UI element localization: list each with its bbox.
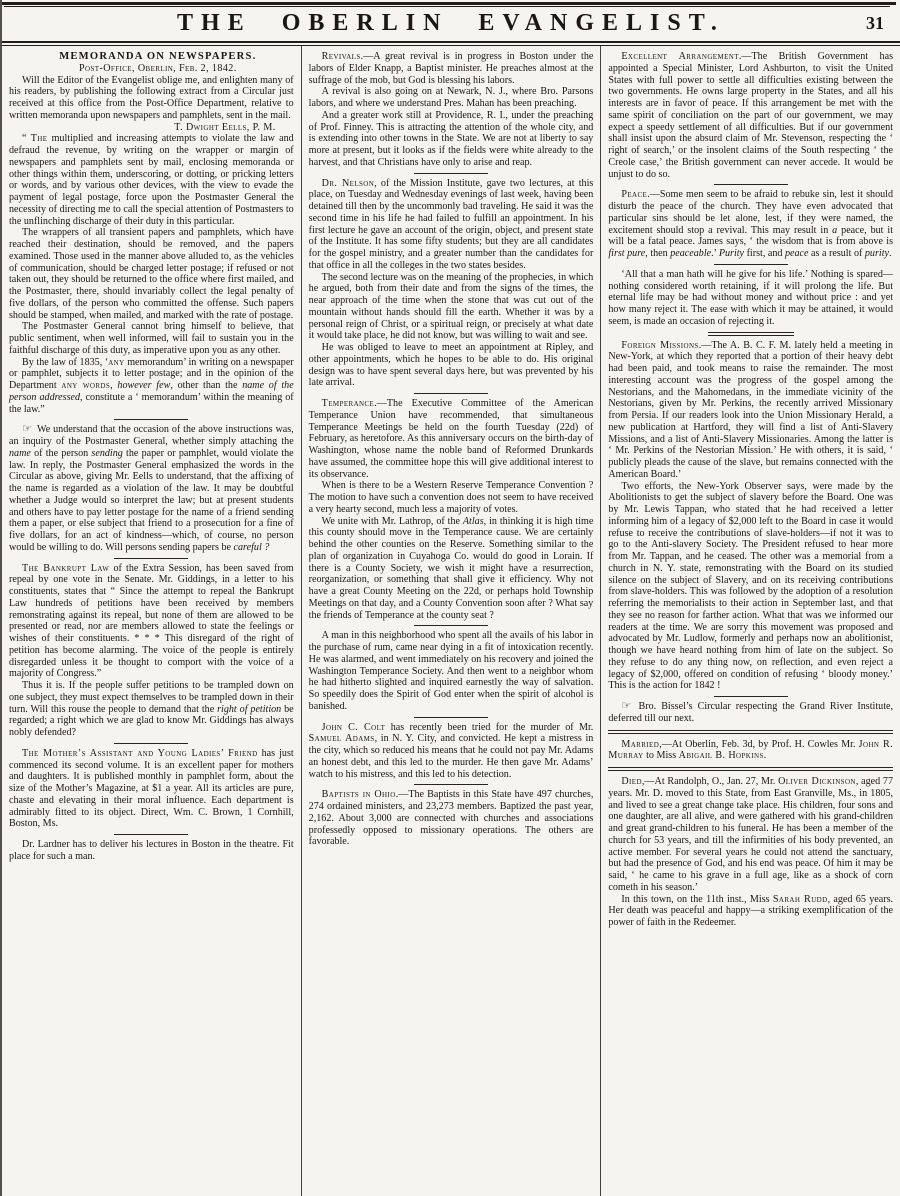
small-caps-text: Temperance: [321, 398, 375, 409]
italic-text: name: [9, 447, 31, 459]
italic-text: Purity: [718, 248, 745, 259]
column-3: [600, 46, 900, 1196]
masthead: [2, 7, 900, 39]
small-caps-text: Married: [621, 738, 660, 750]
small-caps-text: John R. Murray: [608, 738, 893, 762]
article-heading: MEMORANDA ON NEWSPAPERS.: [59, 51, 257, 62]
article-separator-rule: [414, 625, 488, 626]
section-divider-double-rule: [608, 730, 893, 734]
article-paragraph: A man in this neighborhood who spent all the avails of his labor in the purchase of rum, came near dying in a fit of intoxication recently. He was alarmed, and went immediately on his recovery and joined the Washington Temperance Society. And then went to a neighbor whom he had hitherto slighted and inquired earnestly the way of salvation. So speedily does the Spirit of God enter when the spirit of alcohol is banished.: [308, 630, 594, 712]
article-paragraph: Baptists in Ohio.—The Baptists in this State have 497 churches, 274 ordained ministers, and 23,273 members. Baptized the past year, 2,162. About 3,000 are connected with churches and associations professedly opposed to missionary operations. The others are favorable.: [308, 789, 594, 848]
article-paragraph: By the law of 1835, ‘any memorandum’ in writing on a newspaper or pamphlet, subjects it to letter postage; and in the opinion of the Department any words, however few, other than the name of the person addressed, constitute a ‘ memorandum’ within the meaning of the law.”: [9, 356, 294, 415]
article-separator-rule: [714, 264, 788, 265]
article-paragraph: Thus it is. If the people suffer petitions to be trampled down on one subject, they must expect themselves to be trampled down in their turn. Will this rouse the people to demand that the right of petition be regarded; a right which we are glad to know Mr. Giddings has always nobly defended?: [9, 680, 294, 738]
pointing-hand-icon: ☞: [621, 700, 637, 712]
small-caps-text: Post-Office, Oberlin, Feb. 2, 1842.: [79, 62, 237, 74]
article-paragraph: Two efforts, the New-York Observer says, were made by the Abolitionists to get the subject of slavery before the Board. One was by Mr. Lewis Tappan, who stated that he had received a letter informing him of a legacy of $2,000 left to the Board in case it would refuse to receive the contributions of slave-holders—if not it was to go to the Anti-slavery Society. The President refused to hear more from Mr. Tappan, and he ceased. The other was a memorial from a church in N. Y. state, remonstrating with the Board on its studied silence on the subject of Slavery, and on its receiving contributions from slave-holders. This was followed by the adoption of a resolution referring the memorialists to their action in September last, and that they see no reason for farther action. What that was we informed our readers at the time. We are sorry this movement was proposed and advocated by Mr. Ludlow, formerly and perhaps now an abolitionist, though we have heard nothing from him of late on the subject. So they refuse to do any thing now, on reflection, and even reject a legacy of $2,000, offered on condition of refusing ‘ bloody money.’ This is the action for 1842 !: [608, 480, 894, 692]
article-paragraph: He was obliged to leave to meet an appointment at Ripley, and other appointments, which he hopes to be able to do. His original design was to have spent several days here, but was prevented by his late arrival.: [308, 342, 594, 389]
column-2: [301, 46, 601, 1196]
small-caps-text: Died: [621, 776, 642, 787]
italic-text: peaceable: [670, 248, 712, 259]
small-caps-text: T. Dwight Eells, P. M.: [174, 121, 276, 133]
article-paragraph: Excellent Arrangement.—The British Government has appointed a Special Minister, Lord Ashburton, to visit the United States with full power to settle all difficulties existing between the two governments. He owns large property in the States, and all his interests are in favor of peace. If this arrangement be met with the same spirit of conciliation on the part of our government, we may expect a speedy settlement of all difficulties. But if our government shall insist upon the absurd claim of Mr. Stevenson, respecting the ‘ right of search,’ or the insolent claims of the South respecting ‘ the Creole case,’ the British government can never accede. It would be unjust to do so.: [608, 51, 894, 180]
small-caps-text: Oliver Dickinson: [778, 776, 856, 787]
italic-text: a: [832, 224, 838, 236]
small-caps-text: Excellent Arrangement: [621, 51, 739, 62]
small-caps-text: The: [30, 133, 48, 145]
article-paragraph: In this town, on the 11th inst., Miss Sarah Rudd, aged 65 years. Her death was peaceful and happy—a striking exemplification of the power of faith in the Redeemer.: [608, 893, 894, 928]
article-separator-rule: [414, 173, 488, 174]
small-caps-text: John C. Colt: [321, 721, 386, 733]
small-caps-text: Dr. Nelson: [321, 177, 375, 189]
signature-line: [9, 122, 294, 134]
article-separator-rule: [414, 717, 488, 718]
small-caps-text: Baptists in Ohio: [321, 789, 396, 801]
article-paragraph: Peace.—Some men seem to be afraid to rebuke sin, lest it should disturb the peace of the church. They have even advocated that particular sins should be let alone, lest, if they were named, the excitement should stop a revival. This may result in a peace, but it will be a fatal peace. James says, ‘ the wisdom that is from above is first pure, then peaceable.’ Purity first, and peace as a result of purity.: [608, 189, 894, 259]
italic-text: purity: [864, 248, 889, 259]
small-caps-text: The Mother’s Assistant and Young Ladies’ Friend: [22, 747, 258, 759]
article-paragraph: Dr. Nelson, of the Mission Institute, gave two lectures, at this place, on Tuesday and Wednesday evenings of last week, having been detained till then by the uncommonly bad traveling. He said it was the second time in his life he had failed to fulfill an appointment. In his first lecture he gave an account of the origin, object, and present state of the Institute. It has some fifty students; but they are all candidates for the gospel ministry, and a greater number than the candidates for that office in all the colleges in the two states besides.: [308, 177, 594, 271]
dateline: [9, 63, 294, 75]
column-container: [2, 46, 900, 1196]
article-paragraph: ☞ Bro. Bissel’s Circular respecting the Grand River Institute, deferred till our next.: [608, 700, 894, 724]
italic-text: however few: [117, 380, 171, 391]
small-caps-text: The Bankrupt Law: [22, 562, 110, 574]
article-paragraph: Will the Editor of the Evangelist oblige me, and enlighten many of his readers, by publishing the following extract from a Circular just received at this office from the Post-Office Department, relative to written memoranda upon newspapers and pamphlets, sent in the mail.: [9, 74, 294, 121]
italic-text: first pure: [608, 248, 646, 259]
small-caps-text: Samuel Adams: [308, 733, 375, 745]
article-paragraph: We unite with Mr. Lathrop, of the Atlas, in thinking it is high time this county should move in the Temperance cause. We are certainly behind the other counties on the Reserve. Something similar to the plan of organization in Cuyahoga Co. would do good in Lorain. If there is a County Society, we wish it might have a resurrection, reorganization, or something that shall give it efficiency. Why not have a great County Meeting on the 22d, or perhaps hold Township Meetings on that day, and a County Convention soon after ? What say the friends of Temperance at the county seat ?: [308, 515, 594, 621]
pointing-hand-icon: ☞: [22, 423, 36, 436]
article-paragraph: Died,—At Randolph, O., Jan. 27, Mr. Oliver Dickinson, aged 77 years. Mr. D. moved to this State, from East Granville, Ms., in 1805, and lived to see a great change take place. His children, four sons and one daughter, are all alive, and were gathered with his grand-children and great grand-children to his funeral. He has been a member of the church for 53 years, and till the infirmities of his body prevented, an active member. For several years he could not attend the sanctuary, but had the presence of God, and his end was peace. Of him it may be said, ‘ he came to his grave in a full age, like as a shock of corn cometh in his season.’: [608, 776, 894, 893]
small-caps-text: any words: [61, 380, 111, 391]
article-paragraph: Foreign Missions.—The A. B. C. F. M. lately held a meeting in New-York, at which they reported that a portion of their heavy debt had been paid, and took means to raise the remainder. The most interesting account was the progress of the gospel among the Nestorians, and the Mahomedans, in the immediate vicinity of the Nestorians, given by Mr. Perkins, the recently arrived Missionary from Persia. If our readers look into the Union Missionary Herald, a new publication at Hartford, they will find a list of Anti-Slavery Missions, and a list of Anti-Slavery Missionaries. Among the latter is ‘ Mr. Perkins of the Nestorian Mission.’ He with others, it is said, ‘ publicly pleads the cause of the slave, but remains connected with the American Board.’: [608, 339, 894, 480]
small-caps-text: any: [108, 356, 125, 368]
italic-text: peace: [784, 248, 809, 259]
italic-text: name of the person addressed: [9, 380, 294, 403]
article-paragraph: When is there to be a Western Reserve Temperance Convention ? The motion to have such a convention does not seem to have received a very hearty second, much less a majority of votes.: [308, 480, 594, 515]
article-paragraph: ☞ We understand that the occasion of the above instructions was, an inquiry of the Postmaster General, whether simply attaching the name of the person sending the paper or pamphlet, would violate the law. In reply, the Postmaster General emphasized the words in the Circular as above, giving Mr. Eells to understand, that the affixing of the name is regarded as a violation of the law. It may be doubtful whether a Judge would so interpret the law; but at present students and others have to pay letter postage for the name of a friend sending them a paper, or else subject that friend to a prosecution for a fine of five dollars, for an act of kindness—which, of course, no person would be willing to do. Will persons sending papers be careful ?: [9, 423, 294, 553]
small-caps-text: Peace: [621, 189, 648, 201]
article-paragraph: A revival is also going on at Newark, N. J., where Bro. Parsons labors, and where we understand Pres. Mahan has been preaching.: [308, 86, 594, 109]
small-caps-text: Abigail B. Hopkins: [678, 750, 764, 762]
article-separator-double-rule: [708, 332, 794, 336]
article-paragraph: The wrappers of all transient papers and pamphlets, which have reached their destination, should be removed, and the papers examined. Those used in the manner above alluded to, as the vehicles of communication, should be charged letter postage; if refused or not taken out, they should be returned to the office where first mailed, and the Postmaster, there, should invariably collect the legal penalty of five dollars, of the person who committed the offense. Such papers should be stamped, when mailed, and marked with the rate of postage.: [9, 227, 294, 321]
article-paragraph: Revivals.—A great revival is in progress in Boston under the labors of Elder Knapp, a Baptist minister. He preaches almost at the suffrage of the mob, but God is blessing his labors.: [308, 51, 594, 86]
article-separator-rule: [114, 558, 188, 559]
small-caps-text: Revivals: [321, 51, 361, 62]
article-separator-rule: [114, 419, 188, 420]
article-paragraph: “ The multiplied and increasing attempts to violate the law and defraud the revenue, by writing on the wrapper or margin of newspapers and pamphlets sent by mail, enclosing memoranda or other things within them, underscoring, or dotting, or pricking letters or words, and by various other devices, with the view to evade the payment of legal postage, force upon the Postmaster General the necessity of directing me to call the special attention of Postmasters to the unflinching discharge of their duty in this particular.: [9, 133, 294, 227]
italic-text: sending: [91, 447, 123, 459]
article-paragraph: ‘All that a man hath will he give for his life.’ Nothing is spared—nothing considered worth retaining, if it will prolong the life. But eternal life may be had without money and without price : and yet how many reject it. The ease with which it may be attained, it would seem, is made an occasion of rejecting it.: [608, 268, 894, 327]
section-divider-double-rule: [608, 767, 893, 771]
article-separator-rule: [114, 834, 188, 835]
italic-text: Atlas: [462, 515, 484, 527]
article-paragraph: John C. Colt has recently been tried for the murder of Mr. Samuel Adams, in N. Y. City, and convicted. He kept a mistress in the city, which so reduced his means that he could not pay Mr. Adams an honest debt, and this led to the murder. He then gave Mr. Adams’ watch to his mistress, and this led to his detection.: [308, 721, 594, 780]
masthead-title: THE OBERLIN EVANGELIST.: [177, 10, 725, 36]
article-paragraph: Temperance.—The Executive Committee of the American Temperance Union have recommended, that simultaneous Temperance Meetings be held on the fourth Tuesday (22d) of February, as heretofore. As this anniversary occurs on the birth-day of Washington, whose name the noble band of Reformed Drunkards have assumed, the committee hope this will give additional interest to its observance.: [308, 398, 594, 480]
article-paragraph: Married,—At Oberlin, Feb. 3d, by Prof. H. Cowles Mr. John R. Murray to Miss Abigail B. Hopkins.: [608, 738, 893, 762]
article-paragraph: And a greater work still at Providence, R. I., under the preaching of Prof. Finney. This is attracting the attention of the whole city, and is extending into other towns in the State. We are not at liberty to say more at present, but it looks as if the fields were white already to the harvest, and that Christians have only to arise and reap.: [308, 109, 594, 168]
italic-text: right of petition: [217, 703, 282, 715]
article-separator-rule: [714, 184, 788, 185]
article-separator-rule: [114, 743, 188, 744]
top-border-rule-thick: [2, 2, 896, 5]
article-paragraph: The Mother’s Assistant and Young Ladies’ Friend has just commenced its second volume. It is an excellent paper for mothers and daughters. It is published monthly in pamphlet form, about the size of the Mother’s Magazine, at $1 a year. All its articles are pure, chaste and elevating in their moral influence. Each department is admirably fitted to its object. Direct, Wm. C. Brown, 1 Cornhill, Boston, Ms.: [9, 747, 294, 830]
small-caps-text: Sarah Rudd: [772, 893, 828, 905]
small-caps-text: Foreign Missions: [621, 339, 699, 351]
column-1: [2, 46, 301, 1196]
article-paragraph: The Bankrupt Law of the Extra Session, has been saved from repeal by one vote in the Senate. Mr. Giddings, in a letter to his constituents, states that “ Since the attempt to repeal the Bankrupt Law hundreds of petitions have been received by members remonstrating against its repeal, but none of them are allowed to be presented or read, nor are members allowed to state the feelings or wishes of their constituents. * * * This disregard of the right of petition has become alarming. The voice of the people is entirely disregarded unless it be thought to comport with the voice of a majority of Congress.”: [9, 562, 294, 680]
article-paragraph: Dr. Lardner has to deliver his lectures in Boston in the theatre. Fit place for such a man.: [9, 839, 294, 862]
article-paragraph: The Postmaster General cannot bring himself to believe, that public sentiment, when well informed, will fail to sustain you in the faithful discharge of this duty, as imperative upon you as any other.: [9, 321, 294, 356]
article-paragraph: The second lecture was on the meaning of the prophecies, in which he argued, both from their date and from the signs of the times, the near approach of the time when the stone that was cut out of the mountain without hands should fill the earth. Whether it was by a personal reign of Christ, or a spiritual reign, or precisely at what date it would take place, he did not know, but was willing to wait and see.: [308, 271, 594, 342]
article-separator-rule: [714, 696, 788, 697]
article-separator-rule: [414, 784, 488, 785]
italic-text: careful ?: [233, 541, 270, 553]
article-separator-rule: [414, 393, 488, 394]
page-number: 31: [866, 13, 884, 33]
